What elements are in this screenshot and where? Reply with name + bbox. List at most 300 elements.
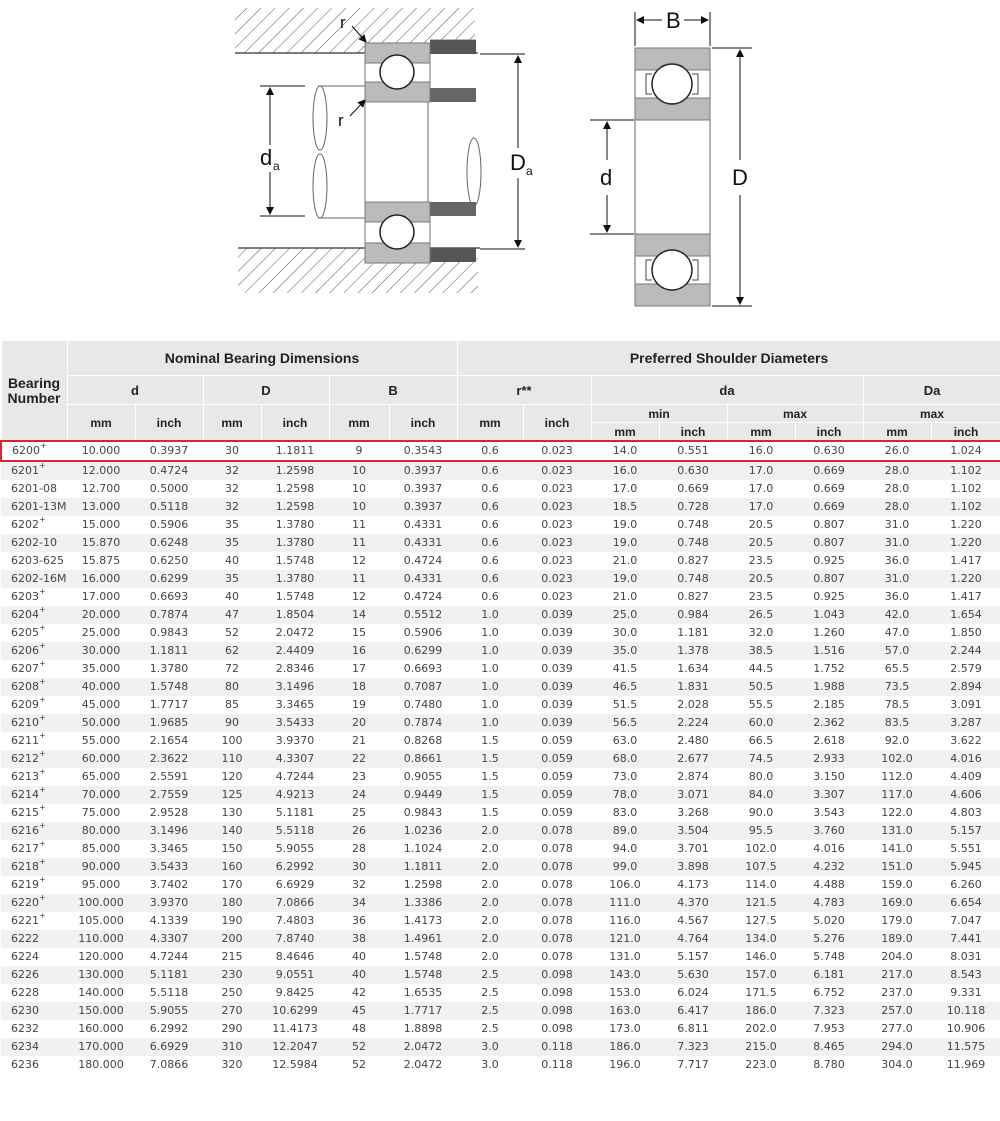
table-cell: 2.0 — [481, 842, 499, 855]
table-cell: 153.0 — [609, 986, 641, 999]
table-cell: 0.6 — [457, 570, 523, 588]
bearing-number: 6201-08 — [11, 482, 57, 495]
table-cell: 1.1024 — [403, 842, 443, 855]
table-cell: 0.4331 — [389, 534, 457, 552]
table-cell: 290 — [221, 1022, 243, 1035]
table-row — [1, 461, 1000, 480]
table-cell: 6.752 — [813, 986, 845, 999]
table-cell: 0.039 — [541, 662, 573, 675]
table-row — [1, 840, 1000, 858]
table-cell: 1.3780 — [261, 534, 329, 552]
table-cell: 1.0 — [457, 606, 523, 624]
table-cell: 0.059 — [523, 750, 591, 768]
table-cell: 0.748 — [659, 534, 727, 552]
table-cell: 1.0236 — [389, 822, 457, 840]
table-cell: 0.078 — [541, 950, 573, 963]
bearing-number: 6214 — [11, 788, 39, 801]
footnote-marker: + — [39, 893, 46, 902]
table-cell: 26.0 — [863, 441, 931, 461]
table-cell: 83.5 — [863, 714, 931, 732]
table-cell: 0.118 — [541, 1058, 573, 1071]
table-cell: 65.000 — [81, 770, 121, 783]
table-cell: 17.0 — [727, 461, 795, 480]
table-cell: 1.043 — [795, 606, 863, 624]
table-cell: 1.417 — [950, 554, 982, 567]
unit-header: inch — [135, 405, 203, 442]
table-cell: 1.181 — [677, 626, 709, 639]
table-cell: 180.000 — [78, 1058, 124, 1071]
table-cell: 0.3937 — [403, 482, 443, 495]
table-cell: 0.023 — [523, 441, 591, 461]
Da-label: D — [510, 150, 526, 175]
unit-header: inch — [389, 405, 457, 442]
table-cell: 3.268 — [677, 806, 709, 819]
bearing-number-cell — [1, 480, 67, 498]
footnote-marker: + — [39, 641, 46, 650]
table-cell: 1.831 — [659, 678, 727, 696]
table-cell: 45 — [329, 1002, 389, 1020]
table-cell: 57.0 — [863, 642, 931, 660]
table-cell: 65.5 — [884, 662, 910, 675]
table-cell: 6.024 — [677, 986, 709, 999]
table-cell: 120 — [221, 770, 243, 783]
bearing-number-cell — [1, 461, 67, 480]
footnote-marker: + — [39, 677, 46, 686]
bearing-number: 6232 — [11, 1022, 39, 1035]
table-cell: 0.3937 — [389, 461, 457, 480]
footnote-marker: + — [39, 605, 46, 614]
table-cell: 3.1496 — [135, 822, 203, 840]
table-cell: 1.102 — [931, 461, 1000, 480]
table-cell: 204.0 — [881, 950, 913, 963]
bearing-number-cell — [1, 912, 67, 930]
table-cell: 0.807 — [795, 570, 863, 588]
table-row — [1, 768, 1000, 786]
table-cell: 7.047 — [950, 914, 982, 927]
table-cell: 4.409 — [950, 770, 982, 783]
table-cell: 0.8661 — [389, 750, 457, 768]
table-cell: 35 — [225, 518, 239, 531]
table-cell: 52 — [352, 1058, 366, 1071]
table-cell: 1.2598 — [275, 482, 315, 495]
table-cell: 3.504 — [659, 822, 727, 840]
table-cell: 12 — [352, 554, 366, 567]
table-cell: 143.0 — [591, 966, 659, 984]
table-cell: 111.0 — [591, 894, 659, 912]
table-cell: 0.023 — [541, 590, 573, 603]
table-cell: 230 — [203, 966, 261, 984]
table-cell: 12.700 — [81, 482, 121, 495]
bearing-number-cell — [1, 930, 67, 948]
table-cell: 0.4724 — [135, 461, 203, 480]
table-cell: 7.323 — [659, 1038, 727, 1056]
table-cell: 114.0 — [745, 878, 777, 891]
table-cell: 0.059 — [523, 786, 591, 804]
table-cell: 1.850 — [950, 626, 982, 639]
table-cell: 1.4173 — [403, 914, 443, 927]
bearing-diagram — [0, 0, 1000, 335]
table-row — [1, 1020, 1000, 1038]
table-cell: 2.0 — [457, 858, 523, 876]
table-cell: 4.370 — [659, 894, 727, 912]
table-row — [1, 552, 1000, 570]
table-cell: 1.0 — [481, 662, 499, 675]
table-cell: 23.5 — [748, 554, 774, 567]
table-cell: 11.969 — [946, 1058, 986, 1071]
bearing-number: 6215 — [11, 806, 39, 819]
table-cell: 28.0 — [863, 461, 931, 480]
bearing-number-cell — [1, 498, 67, 516]
table-cell: 0.023 — [541, 554, 573, 567]
bearing-number-cell — [1, 948, 67, 966]
table-cell: 171.5 — [745, 986, 777, 999]
table-cell: 62 — [203, 642, 261, 660]
table-cell: 2.618 — [813, 734, 845, 747]
table-cell: 151.0 — [863, 858, 931, 876]
bearing-number: 6219 — [11, 878, 39, 891]
table-row — [1, 894, 1000, 912]
table-cell: 8.543 — [931, 966, 1000, 984]
bearing-number-cell — [1, 1020, 67, 1038]
table-cell: 78.5 — [884, 698, 910, 711]
table-cell: 6.811 — [677, 1022, 709, 1035]
table-cell: 110.000 — [67, 930, 135, 948]
bearing-number: 6211 — [11, 734, 39, 747]
table-cell: 3.5433 — [261, 714, 329, 732]
bearing-number-cell — [1, 714, 67, 732]
table-cell: 31.0 — [863, 534, 931, 552]
table-cell: 17 — [352, 662, 366, 675]
table-cell: 1.0 — [457, 678, 523, 696]
table-cell: 250 — [221, 986, 243, 999]
table-cell: 0.078 — [523, 858, 591, 876]
table-cell: 85.000 — [81, 842, 121, 855]
table-cell: 23.5 — [748, 590, 774, 603]
table-cell: 0.669 — [677, 482, 709, 495]
table-cell: 6.654 — [931, 894, 1000, 912]
bearing-number: 6201 — [11, 464, 39, 477]
table-cell: 42 — [352, 986, 366, 999]
bearing-number-cell — [1, 894, 67, 912]
table-cell: 100.000 — [67, 894, 135, 912]
table-cell: 13.000 — [67, 498, 135, 516]
table-cell: 46.5 — [591, 678, 659, 696]
table-cell: 32 — [203, 498, 261, 516]
table-cell: 0.078 — [523, 930, 591, 948]
table-cell: 60.0 — [727, 714, 795, 732]
table-cell: 6.260 — [950, 878, 982, 891]
table-cell: 4.488 — [813, 878, 845, 891]
table-cell: 0.023 — [523, 570, 591, 588]
bearing-number: 6207 — [11, 662, 39, 675]
table-cell: 2.579 — [950, 662, 982, 675]
bearing-number: 6216 — [11, 824, 39, 837]
unit-header: inch — [931, 423, 1000, 442]
table-cell: 2.9528 — [149, 806, 189, 819]
table-cell: 0.6299 — [389, 642, 457, 660]
table-cell: 5.551 — [950, 842, 982, 855]
table-cell: 1.8504 — [261, 606, 329, 624]
table-cell: 4.1339 — [149, 914, 189, 927]
table-cell: 41.5 — [612, 662, 638, 675]
table-cell: 1.417 — [950, 590, 982, 603]
table-cell: 3.9370 — [275, 734, 315, 747]
bearing-number: 6201-13M — [11, 500, 67, 513]
unit-header: mm — [591, 423, 659, 442]
B-label: B — [666, 8, 681, 33]
table-cell: 31.0 — [884, 518, 910, 531]
table-cell: 2.0 — [457, 930, 523, 948]
table-cell: 90 — [203, 714, 261, 732]
table-cell: 257.0 — [863, 1002, 931, 1020]
table-cell: 1.0 — [481, 698, 499, 711]
da-subscript: a — [273, 159, 280, 173]
table-row — [1, 642, 1000, 660]
table-cell: 2.3622 — [135, 750, 203, 768]
table-cell: 21 — [352, 734, 366, 747]
bearing-number-cell — [1, 984, 67, 1002]
table-row — [1, 858, 1000, 876]
table-cell: 16.000 — [67, 570, 135, 588]
table-cell: 26.5 — [727, 606, 795, 624]
bearing-number-cell — [1, 858, 67, 876]
table-cell: 179.0 — [881, 914, 913, 927]
table-cell: 1.5748 — [135, 678, 203, 696]
table-cell: 0.7874 — [389, 714, 457, 732]
table-cell: 277.0 — [881, 1022, 913, 1035]
bearing-number: 6213 — [11, 770, 39, 783]
footnote-marker: + — [39, 911, 46, 920]
table-cell: 1.1811 — [135, 642, 203, 660]
table-cell: 7.0866 — [149, 1058, 189, 1071]
bearing-number: 6203 — [11, 590, 39, 603]
table-cell: 0.6250 — [149, 554, 189, 567]
table-row — [1, 588, 1000, 606]
table-cell: 1.9685 — [135, 714, 203, 732]
table-cell: 2.028 — [677, 698, 709, 711]
table-cell: 5.5118 — [149, 986, 189, 999]
mounted-bearing-drawing — [235, 8, 533, 293]
table-cell: 186.0 — [591, 1038, 659, 1056]
table-cell: 7.953 — [813, 1022, 845, 1035]
table-cell: 0.7480 — [403, 698, 443, 711]
table-cell: 32 — [225, 482, 239, 495]
table-cell: 1.1811 — [389, 858, 457, 876]
table-cell: 6.6929 — [135, 1038, 203, 1056]
table-cell: 0.078 — [541, 914, 573, 927]
bearing-number-cell — [1, 678, 67, 696]
table-cell: 1.0 — [457, 714, 523, 732]
table-cell: 170 — [221, 878, 243, 891]
footnote-marker: + — [39, 821, 46, 830]
d-header: d — [67, 376, 203, 405]
bearing-number-header: Bearing Number — [1, 341, 67, 442]
table-cell: 38 — [329, 930, 389, 948]
footnote-marker: + — [39, 515, 46, 524]
table-cell: 2.244 — [931, 642, 1000, 660]
table-cell: 1.5 — [481, 734, 499, 747]
table-cell: 12.000 — [67, 461, 135, 480]
table-cell: 16.0 — [727, 441, 795, 461]
bearing-number-cell — [1, 696, 67, 714]
table-cell: 5.5118 — [261, 822, 329, 840]
table-cell: 134.0 — [727, 930, 795, 948]
bearing-number-cell — [1, 660, 67, 678]
table-cell: 0.6 — [457, 441, 523, 461]
table-cell: 0.078 — [541, 878, 573, 891]
table-cell: 56.5 — [591, 714, 659, 732]
table-cell: 38.5 — [727, 642, 795, 660]
table-cell: 4.567 — [677, 914, 709, 927]
table-cell: 2.894 — [931, 678, 1000, 696]
unit-header: mm — [203, 405, 261, 442]
table-cell: 3.3465 — [149, 842, 189, 855]
table-cell: 63.0 — [612, 734, 638, 747]
table-cell: 10.906 — [946, 1022, 986, 1035]
table-cell: 1.7717 — [389, 1002, 457, 1020]
table-cell: 72 — [225, 662, 239, 675]
table-cell: 200 — [203, 930, 261, 948]
table-cell: 0.6 — [481, 482, 499, 495]
table-cell: 30 — [329, 858, 389, 876]
bearing-number: 6200 — [12, 444, 40, 457]
table-cell: 1.8898 — [403, 1022, 443, 1035]
table-cell: 0.3937 — [135, 441, 203, 461]
table-cell: 1.5 — [457, 750, 523, 768]
bearing-number: 6221 — [11, 914, 39, 927]
table-cell: 10.118 — [931, 1002, 1000, 1020]
table-cell: 80 — [203, 678, 261, 696]
table-cell: 7.717 — [677, 1058, 709, 1071]
bearing-number: 6234 — [11, 1040, 39, 1053]
bearing-number-cell — [1, 804, 67, 822]
bearing-number: 6224 — [11, 950, 39, 963]
table-cell: 3.898 — [659, 858, 727, 876]
table-cell: 4.016 — [931, 750, 1000, 768]
bearing-number: 6230 — [11, 1004, 39, 1017]
table-cell: 0.5000 — [149, 482, 189, 495]
table-cell: 2.5 — [457, 966, 523, 984]
table-cell: 2.677 — [659, 750, 727, 768]
table-cell: 2.185 — [813, 698, 845, 711]
table-cell: 10 — [329, 461, 389, 480]
table-cell: 217.0 — [863, 966, 931, 984]
table-cell: 0.9843 — [403, 806, 443, 819]
table-cell: 6.6929 — [275, 878, 315, 891]
table-cell: 95.5 — [727, 822, 795, 840]
bearing-number-cell — [1, 1038, 67, 1056]
table-cell: 189.0 — [863, 930, 931, 948]
table-cell: 1.5748 — [389, 966, 457, 984]
table-cell: 116.0 — [609, 914, 641, 927]
table-cell: 186.0 — [727, 1002, 795, 1020]
r-mid-label: r — [338, 111, 344, 130]
table-cell: 36.0 — [884, 554, 910, 567]
table-cell: 0.748 — [659, 570, 727, 588]
table-cell: 20 — [329, 714, 389, 732]
table-cell: 0.7087 — [389, 678, 457, 696]
bearing-number: 6202 — [11, 518, 39, 531]
bearing-number-cell — [1, 441, 67, 461]
table-row — [1, 498, 1000, 516]
bearing-number-cell — [1, 840, 67, 858]
table-cell: 3.760 — [795, 822, 863, 840]
table-cell: 1.5748 — [403, 950, 443, 963]
table-cell: 1.7717 — [149, 698, 189, 711]
bearing-number: 6208 — [11, 680, 39, 693]
table-cell: 12.2047 — [261, 1038, 329, 1056]
table-cell: 24 — [329, 786, 389, 804]
table-cell: 0.039 — [523, 642, 591, 660]
table-cell: 19.0 — [591, 570, 659, 588]
table-cell: 3.287 — [931, 714, 1000, 732]
table-cell: 7.8740 — [261, 930, 329, 948]
table-cell: 16.0 — [591, 461, 659, 480]
bearing-number: 6209 — [11, 698, 39, 711]
table-cell: 0.023 — [541, 482, 573, 495]
table-cell: 60.000 — [67, 750, 135, 768]
table-cell: 2.0472 — [389, 1038, 457, 1056]
table-cell: 0.807 — [813, 518, 845, 531]
table-cell: 89.0 — [591, 822, 659, 840]
table-cell: 25.000 — [81, 626, 121, 639]
bearing-number-cell — [1, 822, 67, 840]
table-cell: 52 — [225, 626, 239, 639]
table-cell: 0.059 — [541, 734, 573, 747]
bearing-number-cell — [1, 1056, 67, 1074]
table-cell: 110 — [203, 750, 261, 768]
table-cell: 170.000 — [67, 1038, 135, 1056]
bearing-number: 6228 — [11, 986, 39, 999]
table-cell: 25.0 — [591, 606, 659, 624]
table-cell: 0.6 — [457, 498, 523, 516]
bearing-number-cell — [1, 750, 67, 768]
table-cell: 3.307 — [795, 786, 863, 804]
table-cell: 9.8425 — [275, 986, 315, 999]
table-cell: 19.0 — [612, 518, 638, 531]
table-cell: 47 — [203, 606, 261, 624]
table-cell: 1.5 — [481, 770, 499, 783]
table-cell: 294.0 — [863, 1038, 931, 1056]
table-cell: 160 — [203, 858, 261, 876]
table-row — [1, 822, 1000, 840]
table-cell: 5.9055 — [275, 842, 315, 855]
table-cell: 1.024 — [931, 441, 1000, 461]
table-cell: 0.5512 — [389, 606, 457, 624]
table-cell: 15.000 — [81, 518, 121, 531]
table-cell: 0.6 — [481, 554, 499, 567]
table-cell: 2.5 — [457, 1002, 523, 1020]
table-cell: 196.0 — [609, 1058, 641, 1071]
table-cell: 26 — [329, 822, 389, 840]
da-label: d — [260, 145, 273, 170]
table-cell: 11 — [329, 534, 389, 552]
table-cell: 18 — [329, 678, 389, 696]
table-cell: 2.0472 — [275, 626, 315, 639]
table-cell: 52 — [329, 1038, 389, 1056]
bearing-number: 6236 — [11, 1058, 39, 1071]
table-cell: 40 — [225, 590, 239, 603]
table-cell: 237.0 — [881, 986, 913, 999]
table-cell: 4.7244 — [275, 770, 315, 783]
D-label: D — [732, 165, 748, 190]
table-cell: 0.6248 — [135, 534, 203, 552]
table-cell: 40 — [352, 950, 366, 963]
table-cell: 4.3307 — [261, 750, 329, 768]
bearing-number-cell — [1, 966, 67, 984]
Da-max-header: max — [863, 405, 1000, 423]
footnote-marker: + — [39, 857, 46, 866]
